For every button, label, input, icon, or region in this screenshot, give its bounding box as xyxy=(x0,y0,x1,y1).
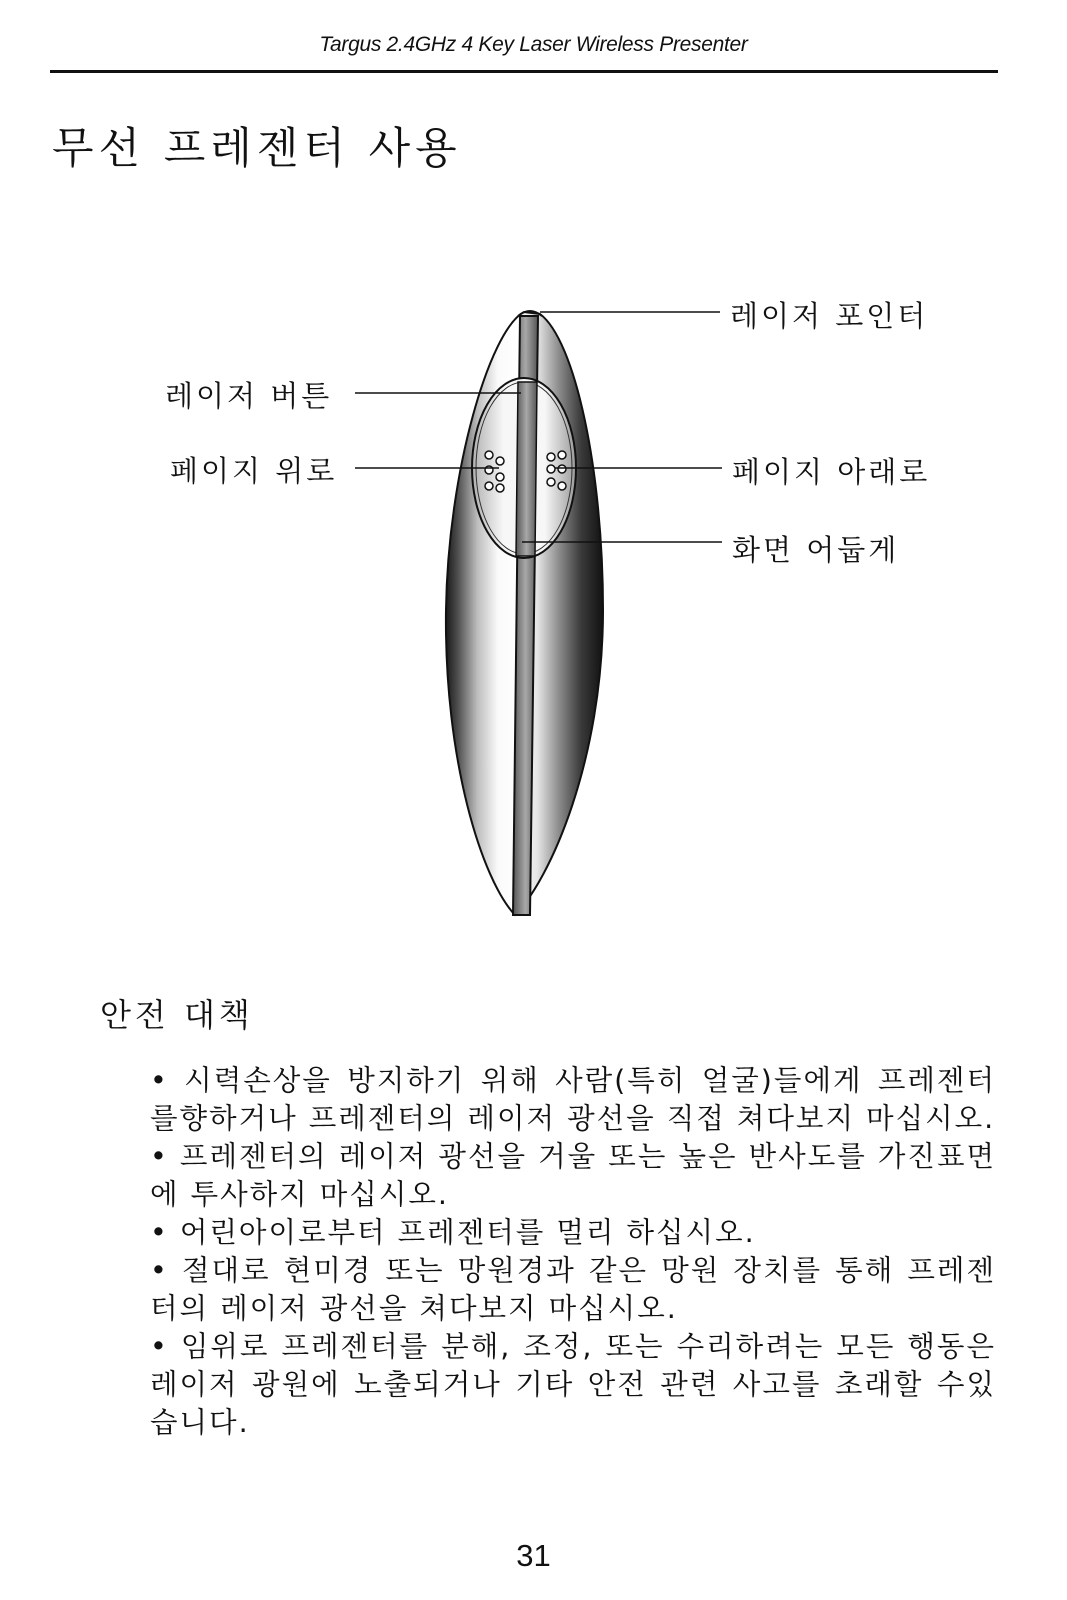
safety-item: • 어린아이로부터 프레젠터를 멀리 하십시오. xyxy=(150,1216,756,1249)
label-laser-button: 레이저 버튼 xyxy=(165,379,333,413)
running-header: Targus 2.4GHz 4 Key Laser Wireless Presenter xyxy=(319,33,748,56)
label-page-down: 페이지 아래로 xyxy=(732,455,931,489)
label-blank-screen: 화면 어둡게 xyxy=(732,533,900,567)
safety-item: • 시력손상을 방지하기 위해 사람(특히 얼굴)들에게 프레젠터를향하거나 프레젠터의 레이저 광선을 직접 쳐다보지 마십시오. xyxy=(150,1064,996,1135)
safety-item: • 프레젠터의 레이저 광선을 거울 또는 높은 반사도를 가진표면에 투사하지 마십시오. xyxy=(150,1140,996,1211)
label-page-up: 페이지 위로 xyxy=(170,454,338,488)
safety-item: • 절대로 현미경 또는 망원경과 같은 망원 장치를 통해 프레젠터의 레이저 광선을 쳐다보지 마십시오. xyxy=(150,1254,996,1325)
safety-item: • 임위로 프레젠터를 분해, 조정, 또는 수리하려는 모든 행동은레이저 광원에 노출되거나 기타 안전 관련 사고를 초래할 수있습니다. xyxy=(150,1330,996,1439)
safety-title: 안전 대책 xyxy=(100,996,254,1034)
page-title: 무선 프레젠터 사용 xyxy=(52,124,462,174)
laser-button-key xyxy=(516,382,537,556)
label-laser-pointer: 레이저 포인터 xyxy=(730,299,929,333)
page-number: 31 xyxy=(516,1538,551,1573)
safety-list xyxy=(150,1062,996,1442)
